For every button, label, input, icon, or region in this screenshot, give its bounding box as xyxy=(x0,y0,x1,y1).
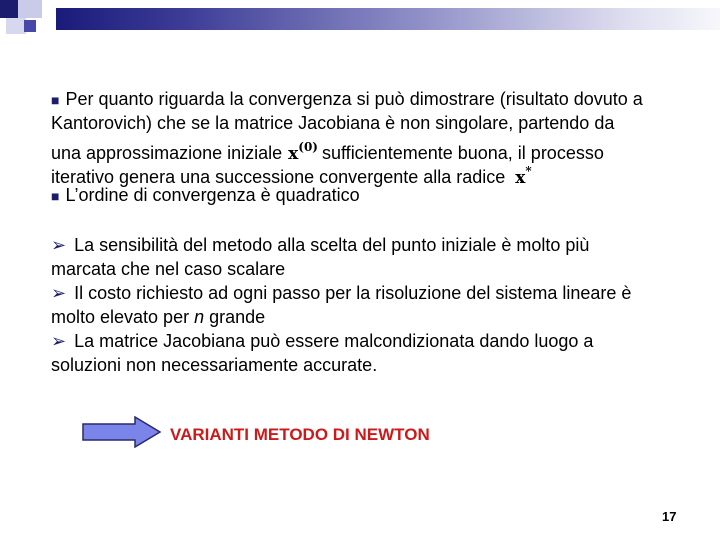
arrow-bullet-icon: ➢ xyxy=(51,283,67,303)
text-segment: iterativo genera una successione convergente alla radice xyxy=(51,167,506,187)
arrow-right-icon[interactable] xyxy=(82,416,162,448)
xstar-superscript: * xyxy=(525,164,532,178)
x0-superscript: (0) xyxy=(298,140,318,154)
arrow-shape xyxy=(83,417,160,447)
header-square-dark xyxy=(0,0,18,18)
text-segment: una approssimazione iniziale xyxy=(51,143,283,163)
text-line-with-n xyxy=(51,305,716,329)
text-line: Il costo richiesto ad ogni passo per la risoluzione del sistema lineare è xyxy=(74,283,632,303)
bullet-line-convergence xyxy=(51,87,716,111)
convergence-text-block xyxy=(51,87,716,207)
text-segment: grande xyxy=(209,307,266,327)
text-line: soluzioni non necessariamente accurate. xyxy=(51,355,378,375)
xstar-base: x xyxy=(515,168,526,188)
arrow-item-sensitivity xyxy=(51,233,716,257)
arrow-item-cost xyxy=(51,281,716,305)
arrow-bullet-icon: ➢ xyxy=(51,331,67,351)
text-line: L’ordine di convergenza è quadratico xyxy=(65,185,360,205)
xstar-symbol xyxy=(515,159,531,190)
text-line: Per quanto riguarda la convergenza si può dimostrare (risultato dovuto a xyxy=(65,89,643,109)
text-line: Kantorovich) che se la matrice Jacobiana è non singolare, partendo da xyxy=(51,113,615,133)
header-square-light xyxy=(18,0,42,18)
text-segment: molto elevato per xyxy=(51,307,190,327)
page-number: 17 xyxy=(662,509,677,524)
text-segment: sufficientemente buona, il processo xyxy=(322,143,604,163)
variants-newton-link[interactable]: VARIANTI METODO DI NEWTON xyxy=(170,425,430,444)
x0-base: x xyxy=(288,144,299,164)
text-line-with-xstar xyxy=(51,159,716,188)
header-square-pale xyxy=(6,18,26,34)
header-square-mid xyxy=(24,20,36,32)
header-gradient-bar xyxy=(56,8,720,30)
square-bullet-icon: ■ xyxy=(51,188,60,204)
n-variable: n xyxy=(194,307,205,327)
arrow-item-jacobian xyxy=(51,329,716,353)
text-line: La matrice Jacobiana può essere malcondizionata dando luogo a xyxy=(74,331,594,351)
square-bullet-icon: ■ xyxy=(51,92,60,108)
text-line: marcata che nel caso scalare xyxy=(51,259,286,279)
text-line: La sensibilità del metodo alla scelta del punto iniziale è molto più xyxy=(74,235,590,255)
text-line-with-x0 xyxy=(51,135,716,164)
remarks-text-block xyxy=(51,233,716,377)
arrow-bullet-icon: ➢ xyxy=(51,235,67,255)
